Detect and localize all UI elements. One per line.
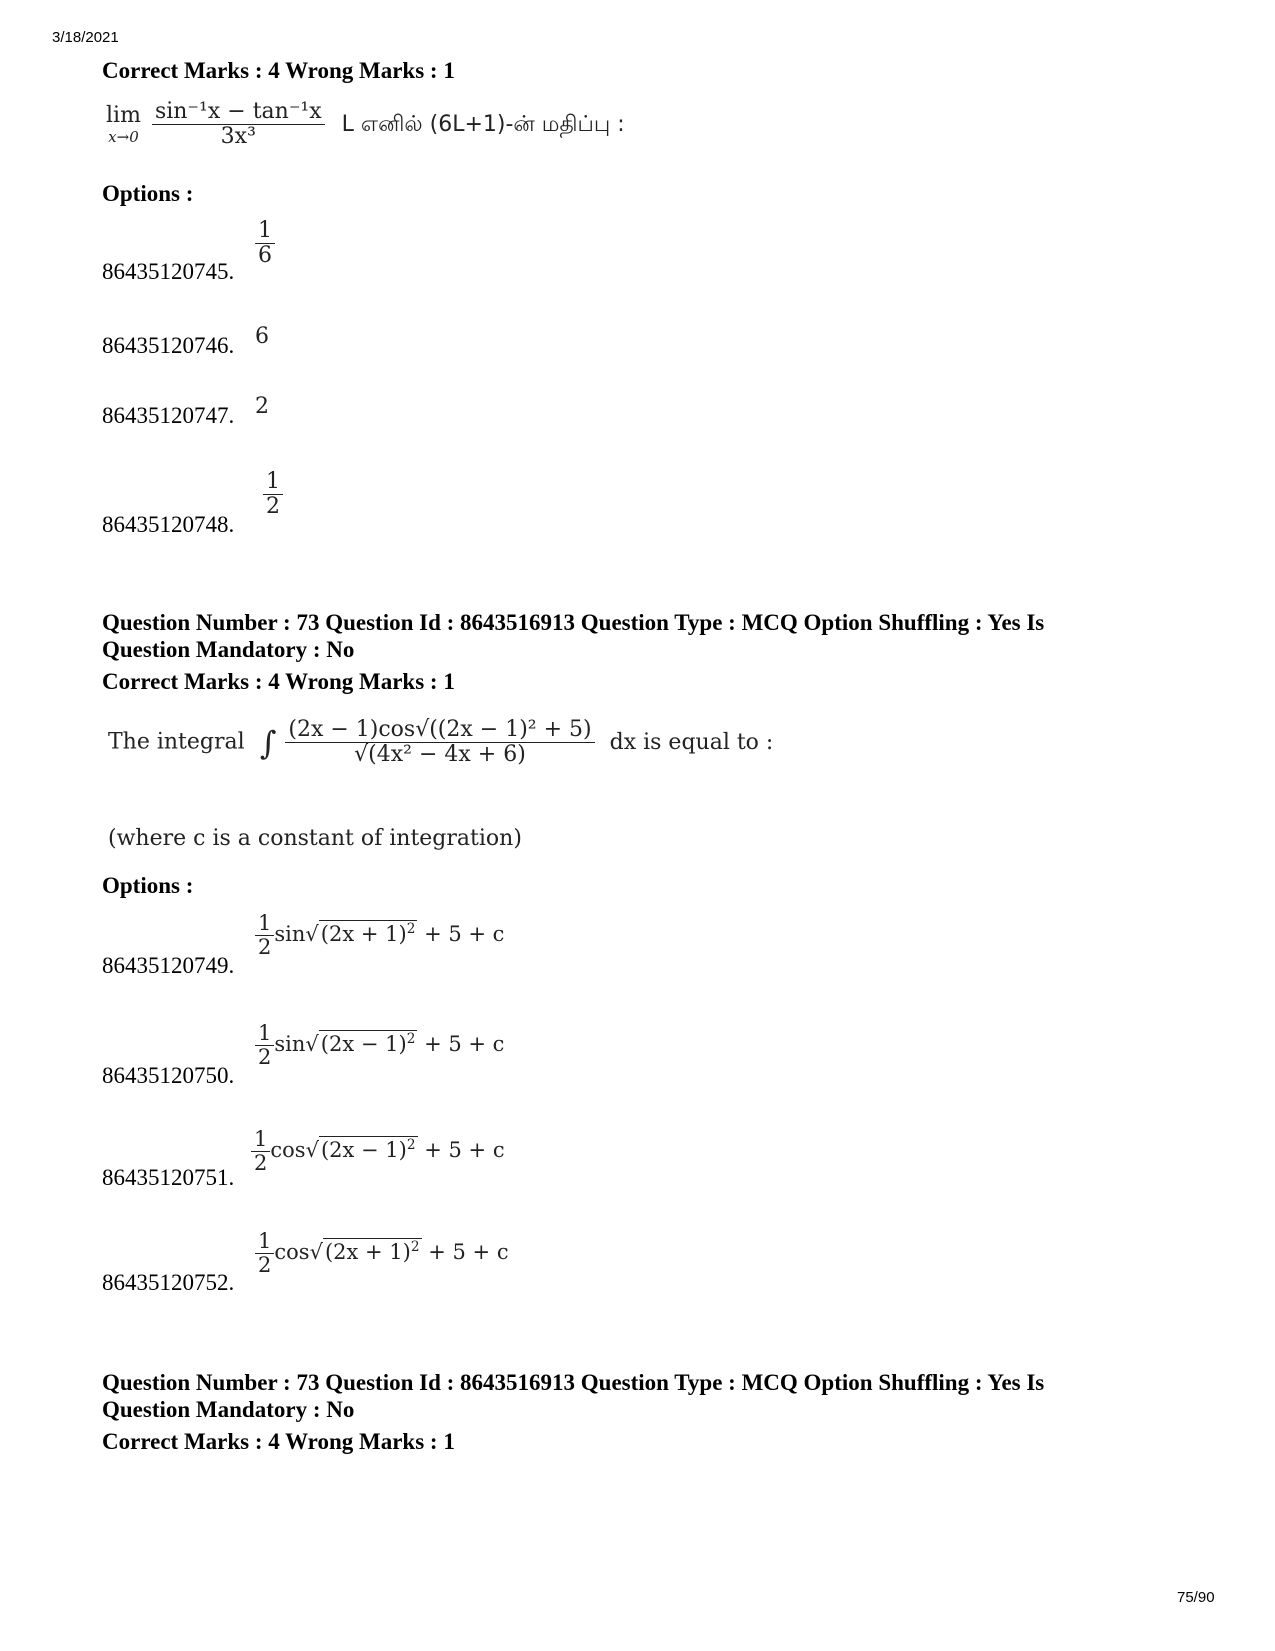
options-label: Options : (102, 873, 194, 898)
question-mandatory: Question Mandatory : No (102, 637, 355, 662)
option-id: 86435120750. (102, 1063, 235, 1088)
options-label: Options : (102, 181, 194, 206)
question-stem-limit: lim x→0 $\frac{\text{sin⁻¹x − tan⁻¹x}}{\text{3x³}}$ L எனில் (6L+1)-ன் மதிப்பு : (106, 99, 625, 150)
option-id: 86435120745. (102, 259, 235, 284)
page-number: 75/90 (1177, 1589, 1215, 1606)
question-stem-integral: The integral ∫ $\frac{\text{(2x − 1)cos√((2x − 1)² + 5)}}{\text{√(4x² − 4x + 6)}}$ dx is equal to : (108, 717, 774, 768)
option-id: 86435120752. (102, 1270, 235, 1295)
integration-note: (where c is a constant of integration) (108, 826, 522, 851)
marks-line: Correct Marks : 4 Wrong Marks : 1 (102, 669, 455, 694)
option-id: 86435120751. (102, 1165, 235, 1190)
option-id: 86435120747. (102, 403, 235, 428)
question-meta: Question Number : 73 Question Id : 8643516913 Question Type : MCQ Option Shuffling : Yes Is (102, 1370, 1045, 1395)
marks-line: Correct Marks : 4 Wrong Marks : 1 (102, 1429, 455, 1454)
option-value: $\frac{1}{2}$ $\cos√(2x - 1)^2 + 5 + c$ (251, 1128, 505, 1175)
print-date: 3/18/2021 (52, 29, 119, 46)
option-value: $\frac{1}{2}$ $\sin√(2x - 1)^2 + 5 + c$ (255, 1022, 504, 1069)
question-mandatory: Question Mandatory : No (102, 1397, 355, 1422)
question-meta: Question Number : 73 Question Id : 8643516913 Question Type : MCQ Option Shuffling : Yes Is (102, 610, 1045, 635)
option-value: 6 (255, 324, 269, 349)
option-id: 86435120748. (102, 512, 235, 537)
marks-line: Correct Marks : 4 Wrong Marks : 1 (102, 58, 455, 83)
option-value: 2 (255, 394, 269, 419)
option-value: $\frac{1}{6}$ (255, 219, 275, 268)
option-value: $\frac{1}{2}$ $\cos√(2x + 1)^2 + 5 + c$ (255, 1230, 509, 1277)
option-id: 86435120749. (102, 953, 235, 978)
option-value: $\frac{1}{2}$ (263, 470, 283, 519)
option-id: 86435120746. (102, 333, 235, 358)
option-value: $\frac{1}{2}$ $\sin√(2x + 1)^2 + 5 + c$ (255, 912, 504, 959)
